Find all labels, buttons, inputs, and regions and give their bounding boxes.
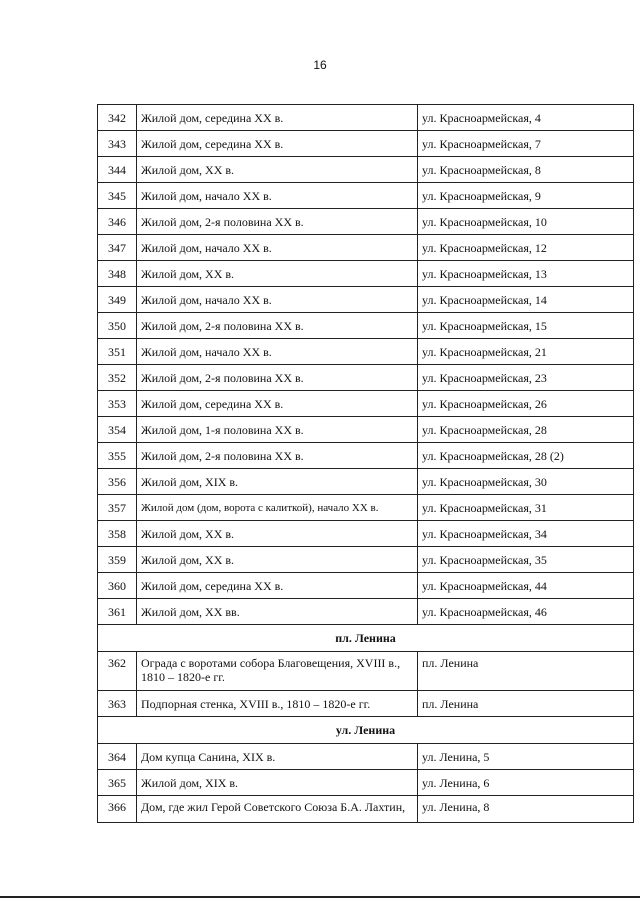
- row-number: 354: [98, 417, 137, 443]
- object-address: ул. Красноармейская, 34: [418, 521, 634, 547]
- object-address: ул. Красноармейская, 12: [418, 235, 634, 261]
- row-number: 343: [98, 131, 137, 157]
- object-name: Жилой дом, 1-я половина XX в.: [137, 417, 418, 443]
- object-name: Жилой дом, 2-я половина XX в.: [137, 365, 418, 391]
- object-address: ул. Красноармейская, 4: [418, 105, 634, 131]
- object-name: Жилой дом, XX в.: [137, 157, 418, 183]
- object-name: Жилой дом, середина XX в.: [137, 391, 418, 417]
- object-name: Жилой дом, XX в.: [137, 261, 418, 287]
- table-row: [98, 599, 634, 625]
- object-address: ул. Красноармейская, 23: [418, 365, 634, 391]
- table-row: [98, 339, 634, 365]
- object-name: Жилой дом, 2-я половина XX в.: [137, 209, 418, 235]
- table-row: [98, 495, 634, 521]
- row-number: 365: [98, 770, 137, 796]
- object-address: ул. Красноармейская, 28 (2): [418, 443, 634, 469]
- table-row: [98, 105, 634, 131]
- table-row: [98, 131, 634, 157]
- table-row: [98, 469, 634, 495]
- object-name: Жилой дом, 2-я половина XX в.: [137, 443, 418, 469]
- object-name: Жилой дом, XX в.: [137, 547, 418, 573]
- object-name: Ограда с воротами собора Благовещения, XVIII в., 1810 – 1820-е гг.: [137, 652, 418, 691]
- table-row: [98, 770, 634, 796]
- object-name: Жилой дом, XX вв.: [137, 599, 418, 625]
- object-name: Жилой дом (дом, ворота с калиткой), начало XX в.: [137, 495, 418, 521]
- row-number: 352: [98, 365, 137, 391]
- table-row: [98, 417, 634, 443]
- table-row: [98, 652, 634, 691]
- object-address: ул. Ленина, 8: [418, 796, 634, 823]
- row-number: 344: [98, 157, 137, 183]
- table-row: [98, 261, 634, 287]
- object-address: ул. Красноармейская, 30: [418, 469, 634, 495]
- row-number: 342: [98, 105, 137, 131]
- table-row: [98, 365, 634, 391]
- object-name: Дом, где жил Герой Советского Союза Б.А. Лахтин,: [137, 796, 418, 823]
- row-number: 357: [98, 495, 137, 521]
- object-address: пл. Ленина: [418, 691, 634, 717]
- section-heading: пл. Ленина: [98, 625, 634, 652]
- object-name: Жилой дом, середина XX в.: [137, 131, 418, 157]
- table-row: [98, 183, 634, 209]
- object-name: Жилой дом, середина XX в.: [137, 573, 418, 599]
- row-number: 353: [98, 391, 137, 417]
- object-address: ул. Красноармейская, 15: [418, 313, 634, 339]
- table-row: [98, 157, 634, 183]
- row-number: 351: [98, 339, 137, 365]
- row-number: 366: [98, 796, 137, 823]
- object-address: ул. Красноармейская, 46: [418, 599, 634, 625]
- object-address: пл. Ленина: [418, 652, 634, 691]
- row-number: 361: [98, 599, 137, 625]
- object-address: ул. Красноармейская, 8: [418, 157, 634, 183]
- object-address: ул. Красноармейская, 14: [418, 287, 634, 313]
- object-name: Жилой дом, XX в.: [137, 521, 418, 547]
- object-name: Жилой дом, начало XX в.: [137, 183, 418, 209]
- table-row: [98, 235, 634, 261]
- row-number: 359: [98, 547, 137, 573]
- heritage-objects-table: [97, 104, 634, 823]
- page-number: 16: [313, 58, 327, 72]
- page-bottom-border: [0, 896, 640, 898]
- object-address: ул. Ленина, 5: [418, 744, 634, 770]
- row-number: 350: [98, 313, 137, 339]
- object-address: ул. Красноармейская, 44: [418, 573, 634, 599]
- table-row: [98, 796, 634, 823]
- table-row: [98, 547, 634, 573]
- object-address: ул. Красноармейская, 7: [418, 131, 634, 157]
- row-number: 363: [98, 691, 137, 717]
- row-number: 362: [98, 652, 137, 691]
- table-row: [98, 443, 634, 469]
- object-name: Жилой дом, XIX в.: [137, 770, 418, 796]
- table-row: [98, 744, 634, 770]
- row-number: 360: [98, 573, 137, 599]
- row-number: 346: [98, 209, 137, 235]
- section-heading: ул. Ленина: [98, 717, 634, 744]
- section-header-row: [98, 625, 634, 652]
- table-row: [98, 391, 634, 417]
- object-address: ул. Красноармейская, 21: [418, 339, 634, 365]
- row-number: 345: [98, 183, 137, 209]
- object-address: ул. Красноармейская, 13: [418, 261, 634, 287]
- row-number: 358: [98, 521, 137, 547]
- object-address: ул. Красноармейская, 10: [418, 209, 634, 235]
- table-row: [98, 521, 634, 547]
- object-name: Жилой дом, 2-я половина XX в.: [137, 313, 418, 339]
- object-address: ул. Красноармейская, 9: [418, 183, 634, 209]
- object-name: Жилой дом, XIX в.: [137, 469, 418, 495]
- object-name: Дом купца Санина, XIX в.: [137, 744, 418, 770]
- object-address: ул. Красноармейская, 35: [418, 547, 634, 573]
- object-name: Подпорная стенка, XVIII в., 1810 – 1820-е гг.: [137, 691, 418, 717]
- object-name: Жилой дом, начало XX в.: [137, 235, 418, 261]
- row-number: 356: [98, 469, 137, 495]
- object-address: ул. Красноармейская, 26: [418, 391, 634, 417]
- table-body: [98, 105, 634, 823]
- row-number: 355: [98, 443, 137, 469]
- row-number: 347: [98, 235, 137, 261]
- table-row: [98, 287, 634, 313]
- object-name: Жилой дом, начало XX в.: [137, 287, 418, 313]
- row-number: 348: [98, 261, 137, 287]
- table-row: [98, 313, 634, 339]
- object-address: ул. Красноармейская, 28: [418, 417, 634, 443]
- table-row: [98, 209, 634, 235]
- table-row: [98, 691, 634, 717]
- row-number: 349: [98, 287, 137, 313]
- object-address: ул. Красноармейская, 31: [418, 495, 634, 521]
- section-header-row: [98, 717, 634, 744]
- object-name: Жилой дом, середина XX в.: [137, 105, 418, 131]
- row-number: 364: [98, 744, 137, 770]
- object-address: ул. Ленина, 6: [418, 770, 634, 796]
- table-row: [98, 573, 634, 599]
- object-name: Жилой дом, начало XX в.: [137, 339, 418, 365]
